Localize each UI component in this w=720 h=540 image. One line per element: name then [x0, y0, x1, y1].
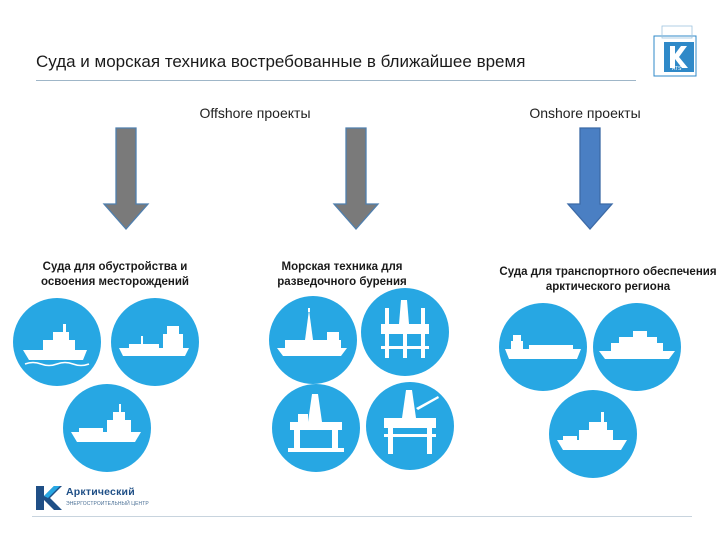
- page-title: Суда и морская техника востребованные в ближайшее время: [36, 52, 526, 71]
- arrow-down-icon: [330, 126, 382, 232]
- tanker-icon: [499, 303, 587, 391]
- group-caption-arctic-transport: Суда для транспортного обеспечения арктического региона: [499, 266, 717, 293]
- section-offshore: Offshore проекты: [199, 105, 311, 121]
- footer-divider: [32, 516, 692, 517]
- icebreaker-icon: [549, 390, 637, 478]
- corner-logo-text: ATS: [672, 66, 682, 72]
- group-caption-exploration-drilling: Морская техника для разведочного бурения: [277, 261, 407, 288]
- cruise-ship-icon: [593, 303, 681, 391]
- supply-vessel-icon: [111, 298, 199, 386]
- arrow-down-icon: [564, 126, 616, 232]
- group-caption-field-development: Суда для обустройства и освоения месторождений: [40, 261, 189, 288]
- arrow-down-icon: [100, 126, 152, 232]
- drilling-platform-icon: [366, 382, 454, 470]
- corner-logo: [648, 20, 704, 80]
- drillship-icon: [269, 296, 357, 384]
- brand-subtitle: ЭНЕРГОСТРОИТЕЛЬНЫЙ ЦЕНТР: [66, 501, 149, 507]
- brand-logo: [34, 484, 174, 514]
- section-onshore: Onshore проекты: [529, 105, 641, 121]
- tug-vessel-icon: [63, 384, 151, 472]
- jackup-rig-icon: [361, 288, 449, 376]
- brand-name: Арктический: [66, 486, 135, 498]
- semisub-rig-icon: [272, 384, 360, 472]
- brand-logo-icon: [34, 484, 62, 512]
- icebreaker-icon: [13, 298, 101, 386]
- title-divider: [36, 80, 636, 81]
